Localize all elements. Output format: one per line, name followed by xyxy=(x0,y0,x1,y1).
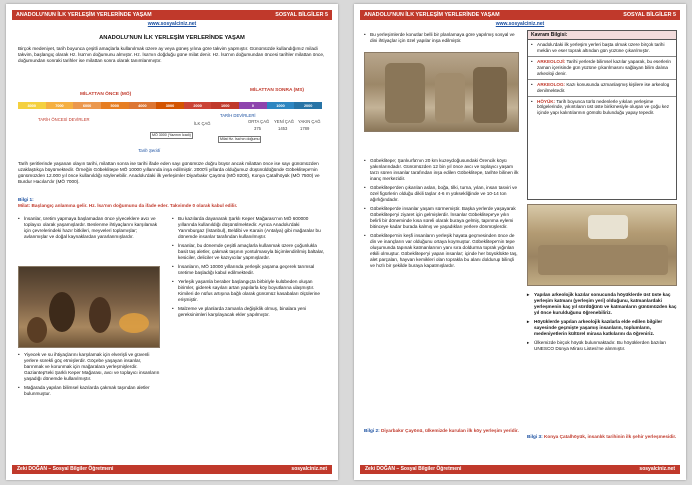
bullet-stone-tools: • İnsanlar, bu dönemde çeşitli amaçlarla kullanmak üzere çoğunlukla basit taş aletler, çakmak taşının yontulmasıyla biçimlendirilmiş baltalar, kesiciler, deliciler ve kazıyıcılar yapmışlardır. xyxy=(172,243,326,261)
left-column-bottom xyxy=(18,352,160,400)
header-subject: SOSYAL BİLGİLER 5 xyxy=(275,11,328,18)
concept-box-title: Kavram Bilgisi: xyxy=(528,31,676,40)
timeline-tick: 1000 xyxy=(221,104,230,108)
footer-author: Zeki DOĞAN – Sosyal Bilgiler Öğretmeni xyxy=(365,466,462,473)
timeline-tick: 0 xyxy=(251,104,254,108)
header-subject: SOSYAL BİLGİLER 5 xyxy=(623,11,676,18)
concept-item-intro: • Anadolu'daki ilk yerleşim yerleri başta olmak üzere birçok tarihi mekân ve eser toprak altından gün yüzüne çıkarılmıştır. xyxy=(528,40,676,57)
bullet-heritage: ▸ Höyüklerde yapılan arkeolojik kazılarla elde edilen bilgiler sayesinde geçmişte yaşamış insanların, toplumların, medeniyetlerin kültürel mirasa katkılarını da öğreniriz. xyxy=(527,319,677,337)
bilgi-2-text: Diyarbakır Çayönü, ülkemizde kurulan ilk köy yerleşim yeridir. xyxy=(380,428,519,433)
page-title: ANADOLU'NUN İLK YERLEŞİM YERLERİNDE YAŞAM xyxy=(99,35,245,41)
bullet-planning: • Bu yerleşimlerde konutlar belli bir planlamaya göre yapılmış sosyal ve dini ihtiyaçlar için özel yapılar inşa edilmiştir. xyxy=(364,32,519,44)
bullet-hunter-gatherer: • İnsanlar, üretim yapmaya başlamadan önce yiyeceklere avcı ve toplayıcı olarak yaşamışlardır. Beslenme ihtiyaçlarını karşılamak için çevrelerindeki hazır bitkileri, meyveleri toplamışlar; avlanmışlar ve doğal kaynaklardan yararlanmışlardır. xyxy=(18,216,160,240)
excavation-site-image xyxy=(527,204,677,286)
ilk-cag-label: İLK ÇAĞ xyxy=(194,121,211,126)
bullet-layers: ▸ Yapılan arkeolojik kazılar sonucunda höyüklerde üst üste kaç yerleşim katmanı (yerleşim yeri) olduğunu, katmanlardaki yerleşmenin kaç yıl sürdüğünü ve katmanların günümüzden kaç yıl önce kurulduğunu öğrenebiliriz. xyxy=(527,292,677,316)
timeline-tick: 5000 xyxy=(110,104,119,108)
bilgi-2 xyxy=(364,428,519,434)
timeline-ticks xyxy=(18,104,322,108)
bullet-unesco: ▸ Ülkemizde birçok höyük bulunmaktadır. Bu höyüklerden bazıları UNESCO Dünya Mirası Listesi'ne alınmıştır. xyxy=(527,340,677,352)
timeline-tick: 3000 xyxy=(165,104,175,108)
timeline-tick: 1000 xyxy=(276,104,285,108)
year-1453: 1453 xyxy=(278,126,288,131)
page-footer xyxy=(12,465,332,474)
page-header xyxy=(360,10,680,20)
header-title: ANADOLU'NUN İLK YERLEŞİM YERLERİNDE YAŞAM xyxy=(364,11,500,18)
header-title: ANADOLU'NUN İLK YERLEŞİM YERLERİNDE YAŞAM xyxy=(16,11,152,18)
bullet-pillars: • Göbeklitepe'den çıkarılan aslan, boğa, tilki, turna, yılan, insan tasviri ve özel figürlerin olduğu dikili taşlar 4-6 m yüksekliğinde ve 10-14 ton ağırlığındadır. xyxy=(364,185,519,203)
bullet-discovery: • Göbeklitepe'nin keşfi insanların yerleşik hayata geçmesinden önce de din ve inançların var olduğunu ortaya koymuştur. Göbeklitepe'nin tepe oluşumunda tapınak katmanlarının yanı sıra doldurma toprak yığınları etkili olmuştur. Göbeklitepe'yi yapan insanlar; içinde her büyüklükte taş, alet parçaları, hayvan kemikleri olan toprakla bu alanı doldurup bilinçli ve hızlı bir şekilde buraya kapatmışlardır. xyxy=(364,233,519,269)
paragraph-timeline-explain: Tarih şeritlerinde yaşanan olayın tarihi, milattan sonra ise tarihi ifade eden sayı günümüze doğru büyür ancak milattan önce ise sayı günümüzden uzaklaştıkça büyümektedir. Örneğin Göbeklitepe MÖ 10000 yıllarında inşa edilmiştir. 2000'li yıllarda olduğumuz düşünüldüğünde Göbeklitepe'nin günümüzden 12.000 yıl önce kullanıldığı söylenebilir. Anadolu'daki ilk yerleşimler Diyarbakır Çayönü (MÖ 8200), Konya Çatalhöyük (MÖ 7500) ve Burdur Hacılar'dır (MÖ 7000). xyxy=(18,161,320,185)
timeline-caption: Tarih Şeridi xyxy=(138,148,161,153)
bullet-sarkli-keper: • Bu kazılarda dayanarak Şarklı Keper Mağarası'nın MÖ 600000 yıllarında kullanıldığı düşünülmektedir. Ayrıca Anadolu'daki Yarımburgaz (İstanbul), Beldibi ve Karain (Antalya) gibi mağaralar bu dönemde insanlar tarafından kullanılmıştır. xyxy=(172,216,326,240)
worksheet-page-left xyxy=(6,4,338,480)
concept-item-hoyuk: • HÖYÜK: Tarih boyunca türlü nedenlerle yıkılan yerleşime bölgelerinde, yıkıntıların üst üste birikmesiyle oluşan ve çoğu kez içinde yapı kalıntılarının gömülü bulunduğu yapay tepedir. xyxy=(528,97,676,119)
right-page-column-top xyxy=(364,32,519,47)
footer-site[interactable]: sosyalciniz.net xyxy=(639,466,675,473)
footer-author: Zeki DOĞAN – Sosyal Bilgiler Öğretmeni xyxy=(17,466,114,473)
bullet-nomadic: • Yiyecek ve su ihtiyaçlarını karşılamak için elverişli ve güvenli yerlere sürekli göç etmişlerdir. Göçebe yaşayan insanlar, barınmak ve korunmak için mağaralara yerleşmişlerdir. Gaziantep'teki Şarklı Keper Mağarası, avcı ve toplayıcı insanların yaşadığı dönemde kullanılmıştır. xyxy=(18,352,160,382)
gobeklitepe-pillar-image xyxy=(364,52,519,132)
bullet-no-living: • Göbeklitepe'de insanlar yaşam sürmemiştir. Başka yerlerde yaşayarak Göbeklitepe'yi ziyaret için gelmişlerdir. İnsanlar Göbeklitepe'ye yılın belirli bir döneminde kısa süreli olarak buraya gelmiş, tapınma eylemi bitinceye kadar burada kalmış ve yaşadıkları yerlere dönmüşlerdir. xyxy=(364,206,519,230)
cave-people-image xyxy=(18,266,160,348)
era-history-label: TARİH DEVİRLERİ xyxy=(220,113,256,118)
page-footer xyxy=(360,465,680,474)
timeline-ms-label: MİLATTAN SONRA (MS) xyxy=(250,88,304,93)
site-link[interactable]: www.sosyalciniz.net xyxy=(147,21,197,27)
bilgi-3-text: Konya Çatalhöyük, insanlık tarihinin ilk şehir yerleşmesidir. xyxy=(543,434,677,439)
bilgi-1 xyxy=(18,197,326,209)
bullet-villages: • Yerleşik yaşamla beraber başlangıçta birbiriyle kulübeden oluşan birimler, giderek sayıları artan yapılarla köy boyutlarına ulaşmıştır. Kimileri de nüfus artışına bağlı olarak günümüz kasabaları ölçülerine erişmiştir. xyxy=(172,279,326,303)
timeline-chart xyxy=(18,88,322,158)
intro-paragraph: Birçok medeniyet, tarih boyunca çeşitli amaçlarla kullanılmak üzere ay veya güneş yılına göre takvim yapmıştır. Günümüzde kullandığımız miladi takvim, başlangıç olarak Hz. İsa'nın doğumunu almıştır. Hz. İsa'nın doğduğu güne milat denir. Hz. İsa'nın doğumundan öncesi tarihler milattan önce, doğumundan sonraki tarihler ise milattan sonra olarak tanımlanmıştır. xyxy=(18,46,325,64)
year-375: 375 xyxy=(254,126,261,131)
concept-box xyxy=(527,30,677,200)
right-column xyxy=(172,216,326,321)
right-page-column-mid xyxy=(364,158,519,272)
yeni-cag-label: YENİ ÇAĞ xyxy=(274,119,295,124)
concept-item-arkeoloji: • ARKEOLOJİ: Tarihi yerlerde bilimsel kazılar yaparak, bu eserlerin zaman içerisinde gün yüzüne çıkarılmasını sağlayan bilim dalına arkeoloji denir. xyxy=(528,57,676,80)
timeline-tick: 7000 xyxy=(55,104,64,108)
timeline-tick: 2000 xyxy=(303,104,313,108)
timeline-tick: 4000 xyxy=(138,104,147,108)
note-writing: MÖ 3000 (Yazının İcadı) xyxy=(152,133,191,137)
right-page-column-bottom xyxy=(527,292,677,355)
note-milat: Milat Hz. İsa'nın doğumu xyxy=(220,137,260,141)
bilgi-1-label: Bilgi 1: xyxy=(18,197,34,202)
page-header xyxy=(12,10,332,20)
footer-site[interactable]: sosyalciniz.net xyxy=(291,466,327,473)
era-before-label: TARİH ÖNCESİ DEVİRLER xyxy=(38,117,90,122)
bilgi-1-text: Milat: Başlangıç anlamına gelir. Hz. İsa'nın doğumunu da ifade eder. Takvimde 0 olarak kabul edilir. xyxy=(18,203,238,209)
timeline-tick: 8000 xyxy=(27,104,37,108)
orta-cag-label: ORTA ÇAĞ xyxy=(248,119,270,124)
timeline-tick: 2000 xyxy=(193,104,202,108)
bullet-flint-tools: • Mağarada yapılan bilimsel kazılarda çakmak taşından aletler bulunmuştur. xyxy=(18,385,160,397)
bilgi-2-label: Bilgi 2: xyxy=(364,428,380,433)
yakin-cag-label: YAKIN ÇAĞ xyxy=(298,119,321,124)
bullet-settled-life: • İnsanların, MÖ 10000 yıllarında yerleşik yaşama geçerek tarımsal üretime başladığı kabul edilmektedir. xyxy=(172,264,326,276)
timeline-tick: 6000 xyxy=(82,104,92,108)
year-1789: 1789 xyxy=(300,126,310,131)
left-column-top xyxy=(18,216,160,243)
bullet-materials: • Malzeme ve planlarda zamanla değişiklik olmuş, binalara yeni gereksinimleri karşılayacak ekler yapılmıştır. xyxy=(172,306,326,318)
bullet-gobeklitepe-location: • Göbeklitepe; Şanlıurfa'nın 20 km kuzeydoğusundaki Örencik köyü yakınlarındadır. Günümüzden 12 bin yıl önce avcı ve toplayıcı yaşam tarzı süren insanlar tarafından inşa edilen Göbeklitepe, tarihte bilinen ilk inanç merkezidir. xyxy=(364,158,519,182)
site-link[interactable]: www.sosyalciniz.net xyxy=(495,21,545,27)
timeline-mo-label: MİLATTAN ÖNCE (MÖ) xyxy=(80,92,132,97)
bilgi-3 xyxy=(527,434,677,440)
concept-item-arkeolog: • ARKEOLOG: Kazı konusunda uzmanlaşmış kişilere ise arkeolog denilmektedir. xyxy=(528,80,676,97)
worksheet-page-right xyxy=(354,4,686,480)
bilgi-3-label: Bilgi 3: xyxy=(527,434,543,439)
